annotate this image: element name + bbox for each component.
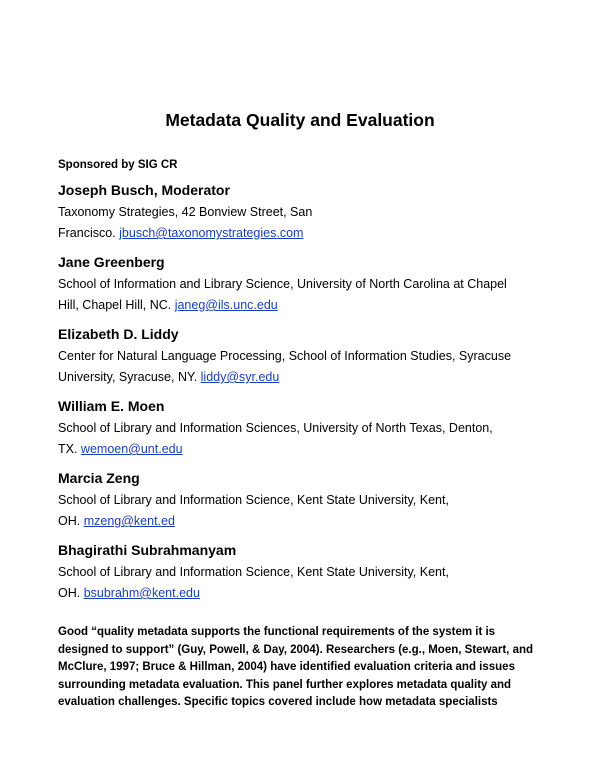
email-link[interactable]: liddy@syr.edu xyxy=(200,370,280,384)
affiliation-line: School of Library and Information Sciences, University of North Texas, Denton, xyxy=(58,421,493,435)
email-link[interactable]: jbusch@taxonomystrategies.com xyxy=(119,226,304,240)
affiliation-text: TX. xyxy=(58,442,81,456)
author-name: Joseph Busch, Moderator xyxy=(58,182,230,198)
author-affiliation xyxy=(58,562,550,604)
affiliation-line: School of Information and Library Science, University of North Carolina at Chapel xyxy=(58,277,507,291)
abstract-paragraph xyxy=(58,624,548,712)
email-link[interactable]: janeg@ils.unc.edu xyxy=(174,298,278,312)
affiliation-text: University, Syracuse, NY. xyxy=(58,370,201,384)
affiliation-text: Francisco. xyxy=(58,226,120,240)
affiliation-line xyxy=(58,439,550,460)
email-link[interactable]: mzeng@kent.ed xyxy=(83,514,175,528)
affiliation-line: School of Library and Information Science, Kent State University, Kent, xyxy=(58,565,449,579)
email-link[interactable]: wemoen@unt.edu xyxy=(80,442,183,456)
abstract-line: designed to support” (Guy, Powell, & Day, 2004). Researchers (e.g., Moen, Stewart, and xyxy=(58,643,534,656)
author-entry xyxy=(58,468,550,532)
author-name: Elizabeth D. Liddy xyxy=(58,326,179,342)
abstract-line: evaluation challenges. Specific topics covered include how metadata specialists xyxy=(58,696,498,708)
author-entry xyxy=(58,540,550,604)
affiliation-line: Center for Natural Language Processing, School of Information Studies, Syracuse xyxy=(58,349,512,363)
affiliation-line xyxy=(58,295,550,316)
affiliation-text: Hill, Chapel Hill, NC. xyxy=(58,298,175,312)
author-name: Bhagirathi Subrahmanyam xyxy=(58,542,237,558)
author-name: Marcia Zeng xyxy=(58,470,140,486)
affiliation-text: OH. xyxy=(58,514,84,528)
affiliation-line xyxy=(58,583,550,604)
abstract-line: surrounding metadata evaluation. This panel further explores metadata quality and xyxy=(58,678,512,691)
author-entry xyxy=(58,396,550,460)
affiliation-line: School of Library and Information Science, Kent State University, Kent, xyxy=(58,493,449,507)
page-title: Metadata Quality and Evaluation xyxy=(165,110,435,130)
author-affiliation xyxy=(58,274,550,316)
author-entry xyxy=(58,180,550,244)
author-affiliation xyxy=(58,346,550,388)
abstract-line: Good “quality metadata supports the functional requirements of the system it is xyxy=(58,626,496,638)
affiliation-line xyxy=(58,511,550,532)
affiliation-line: Taxonomy Strategies, 42 Bonview Street, San xyxy=(58,205,313,219)
sponsor-line: Sponsored by SIG CR xyxy=(58,159,178,171)
affiliation-text: OH. xyxy=(58,586,84,600)
author-name: Jane Greenberg xyxy=(58,254,165,270)
abstract-line: McClure, 1997; Bruce & Hillman, 2004) have identified evaluation criteria and issues xyxy=(58,661,515,673)
author-name: William E. Moen xyxy=(58,398,165,414)
author-affiliation xyxy=(58,202,550,244)
author-affiliation xyxy=(58,418,550,460)
author-affiliation xyxy=(58,490,550,532)
author-list xyxy=(58,180,550,612)
email-link[interactable]: bsubrahm@kent.edu xyxy=(83,586,200,600)
author-entry xyxy=(58,252,550,316)
affiliation-line xyxy=(58,223,550,244)
author-entry xyxy=(58,324,550,388)
affiliation-line xyxy=(58,367,550,388)
